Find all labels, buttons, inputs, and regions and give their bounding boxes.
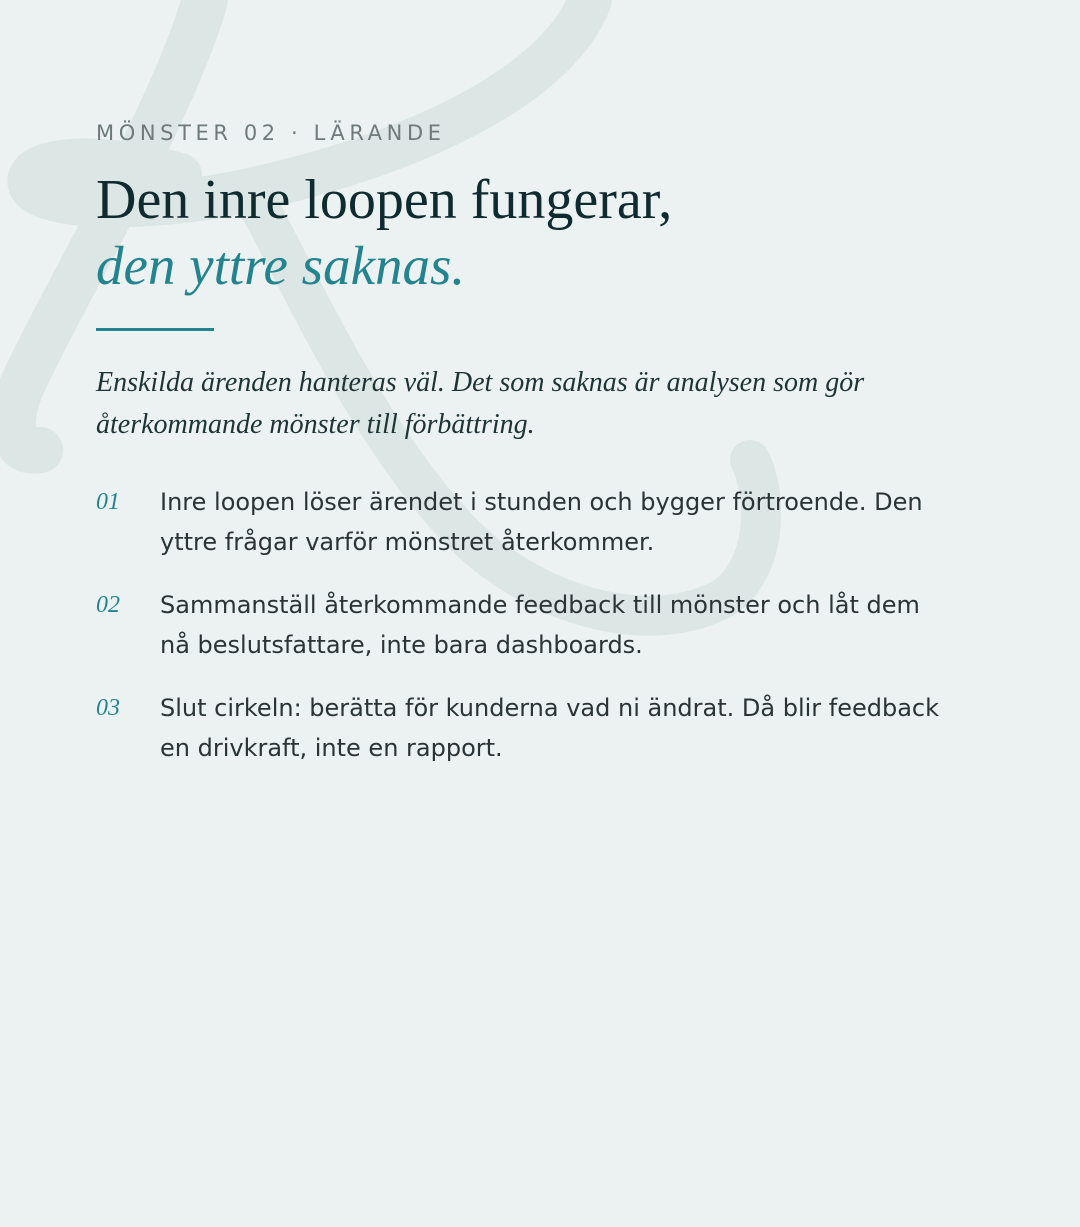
list-item — [96, 585, 956, 665]
point-number: 03 — [96, 695, 120, 721]
lede-text: Enskilda ärenden hanteras väl. Det som saknas är analysen som gör återkommande mönster till förbättring. — [96, 367, 865, 440]
list-item — [96, 688, 956, 768]
point-number: 01 — [96, 489, 120, 515]
accent-divider — [96, 328, 214, 331]
point-number: 02 — [96, 592, 120, 618]
page-subtitle: den yttre saknas. — [96, 235, 466, 296]
eyebrow-label: MÖNSTER 02 · LÄRANDE — [96, 121, 446, 145]
point-text: Sammanställ återkommande feedback till mönster och låt dem nå beslutsfattare, inte bara dashboards. — [160, 591, 920, 659]
point-text: Inre loopen löser ärendet i stunden och bygger förtroende. Den yttre frågar varför mönstret återkommer. — [160, 488, 923, 556]
page-title: Den inre loopen fungerar, — [96, 169, 673, 231]
list-item — [96, 482, 956, 562]
point-text: Slut cirkeln: berätta för kunderna vad ni ändrat. Då blir feedback en drivkraft, inte en rapport. — [160, 694, 940, 762]
point-list — [96, 482, 956, 791]
